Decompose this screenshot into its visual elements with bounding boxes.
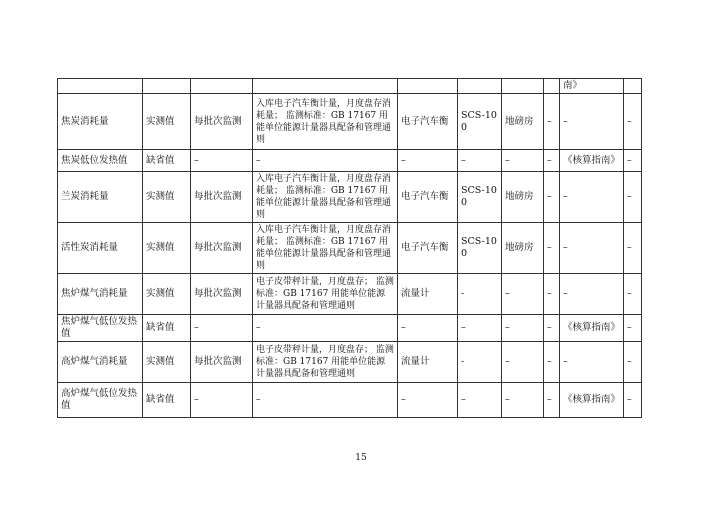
method-cell: – — [253, 315, 398, 342]
accuracy-cell: – — [544, 315, 560, 342]
data-source-cell: 缺省值 — [143, 383, 191, 418]
instrument-cell: – — [398, 315, 458, 342]
note-cell: – — [624, 315, 642, 342]
reference-cell: 《核算指南》 — [560, 315, 624, 342]
instrument-cell: 电子汽车衡 — [398, 172, 458, 223]
accuracy-cell: – — [544, 172, 560, 223]
table-row — [58, 315, 642, 342]
note-cell — [624, 79, 642, 94]
instrument-cell: 流量计 — [398, 274, 458, 315]
method-cell: 入库电子汽车衡计量，月度盘存消耗量； 监测标准：GB 17167 用能单位能源计量器具配备和管理通则 — [253, 172, 398, 223]
method-cell — [253, 79, 398, 94]
location-cell: 地磅房 — [502, 94, 544, 150]
method-cell: – — [253, 383, 398, 418]
param-name-cell: 兰炭消耗量 — [58, 172, 143, 223]
frequency-cell — [191, 79, 253, 94]
table-row — [58, 223, 642, 274]
model-cell: SCS-100 — [458, 172, 502, 223]
accuracy-cell: – — [544, 150, 560, 172]
data-source-cell: 缺省值 — [143, 315, 191, 342]
accuracy-cell: – — [544, 94, 560, 150]
instrument-cell: – — [398, 383, 458, 418]
note-cell: – — [624, 342, 642, 383]
data-source-cell: 实测值 — [143, 94, 191, 150]
table-row — [58, 342, 642, 383]
method-cell: 入库电子汽车衡计量，月度盘存消耗量； 监测标准：GB 17167 用能单位能源计量器具配备和管理通则 — [253, 94, 398, 150]
param-name-cell — [58, 79, 143, 94]
model-cell: - — [458, 342, 502, 383]
location-cell: – — [502, 383, 544, 418]
method-cell: – — [253, 150, 398, 172]
reference-cell: – — [560, 94, 624, 150]
accuracy-cell — [544, 79, 560, 94]
model-cell: SCS-100 — [458, 223, 502, 274]
model-cell: - — [458, 274, 502, 315]
note-cell: – — [624, 94, 642, 150]
note-cell: – — [624, 150, 642, 172]
table-row — [58, 79, 642, 94]
param-name-cell: 高炉煤气低位发热值 — [58, 383, 143, 418]
location-cell: – — [502, 342, 544, 383]
model-cell: – — [458, 150, 502, 172]
reference-cell: – — [560, 342, 624, 383]
table-row — [58, 383, 642, 418]
frequency-cell: 每批次监测 — [191, 274, 253, 315]
param-name-cell: 焦炉煤气低位发热值 — [58, 315, 143, 342]
instrument-cell: – — [398, 150, 458, 172]
reference-cell: 南》 — [560, 79, 624, 94]
method-cell: 电子皮带秤计量，月度盘存； 监测标准：GB 17167 用能单位能源计量器具配备和管理通则 — [253, 274, 398, 315]
note-cell: – — [624, 383, 642, 418]
model-cell — [458, 79, 502, 94]
instrument-cell: 电子汽车衡 — [398, 94, 458, 150]
location-cell: – — [502, 315, 544, 342]
frequency-cell: – — [191, 315, 253, 342]
frequency-cell: – — [191, 150, 253, 172]
data-source-cell: 实测值 — [143, 274, 191, 315]
accuracy-cell: – — [544, 274, 560, 315]
reference-cell: – — [560, 274, 624, 315]
page-number: 15 — [355, 453, 367, 463]
model-cell: SCS-100 — [458, 94, 502, 150]
accuracy-cell: – — [544, 383, 560, 418]
param-name-cell: 活性炭消耗量 — [58, 223, 143, 274]
model-cell: – — [458, 315, 502, 342]
instrument-cell — [398, 79, 458, 94]
note-cell: – — [624, 274, 642, 315]
table-row — [58, 94, 642, 150]
monitoring-plan-table — [57, 78, 642, 418]
note-cell: – — [624, 172, 642, 223]
location-cell: – — [502, 150, 544, 172]
param-name-cell: 焦炉煤气消耗量 — [58, 274, 143, 315]
accuracy-cell: – — [544, 342, 560, 383]
table-row — [58, 172, 642, 223]
instrument-cell: 流量计 — [398, 342, 458, 383]
param-name-cell: 焦炭低位发热值 — [58, 150, 143, 172]
table-row — [58, 150, 642, 172]
location-cell: – — [502, 274, 544, 315]
data-source-cell: 实测值 — [143, 342, 191, 383]
frequency-cell: 每批次监测 — [191, 223, 253, 274]
frequency-cell: – — [191, 383, 253, 418]
method-cell: 入库电子汽车衡计量，月度盘存消耗量； 监测标准：GB 17167 用能单位能源计量器具配备和管理通则 — [253, 223, 398, 274]
reference-cell: – — [560, 223, 624, 274]
frequency-cell: 每批次监测 — [191, 342, 253, 383]
frequency-cell: 每批次监测 — [191, 94, 253, 150]
reference-cell: 《核算指南》 — [560, 383, 624, 418]
data-source-cell: 缺省值 — [143, 150, 191, 172]
accuracy-cell: – — [544, 223, 560, 274]
reference-cell: 《核算指南》 — [560, 150, 624, 172]
data-source-cell: 实测值 — [143, 223, 191, 274]
table-row — [58, 274, 642, 315]
instrument-cell: 电子汽车衡 — [398, 223, 458, 274]
reference-cell: – — [560, 172, 624, 223]
data-source-cell — [143, 79, 191, 94]
param-name-cell: 焦炭消耗量 — [58, 94, 143, 150]
location-cell: 地磅房 — [502, 223, 544, 274]
location-cell — [502, 79, 544, 94]
model-cell: – — [458, 383, 502, 418]
location-cell: 地磅房 — [502, 172, 544, 223]
data-source-cell: 实测值 — [143, 172, 191, 223]
param-name-cell: 高炉煤气消耗量 — [58, 342, 143, 383]
frequency-cell: 每批次监测 — [191, 172, 253, 223]
note-cell: – — [624, 223, 642, 274]
method-cell: 电子皮带秤计量，月度盘存； 监测标准：GB 17167 用能单位能源计量器具配备和管理通则 — [253, 342, 398, 383]
